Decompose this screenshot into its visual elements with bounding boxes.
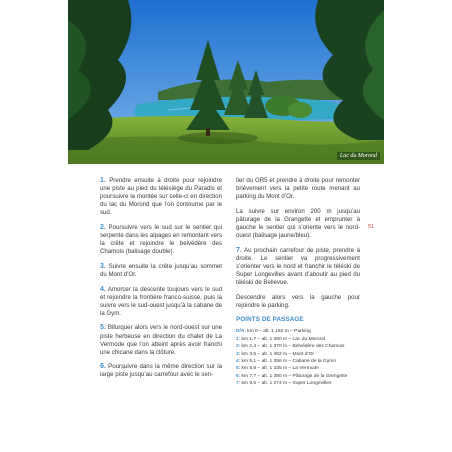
- step-text: Poursuivre vers le sud sur le sentier qui serpente dans les alpages en remontant vers la crête et rejoindre le belvédère des Chamois (balisage double).: [100, 223, 222, 256]
- list-item: 4: km 5,1 – alt. 1 366 m – Cabane de la Gymn: [236, 359, 337, 365]
- list-item: 1: km 1,7 – alt. 1 350 m – Lac du Morond: [236, 336, 326, 342]
- step-paragraph: [236, 247, 360, 287]
- step-text: Suivre ensuite la crête jusqu’au sommet du Mont d’Or.: [100, 262, 222, 278]
- step-number: 1.: [100, 177, 106, 184]
- step-text: Descendre alors vers la gauche pour rejoindre le parking.: [236, 293, 360, 309]
- list-item: 2: km 2,4 – alt. 1 370 m – Belvédère des Chamois: [236, 344, 345, 350]
- step-number: 6.: [100, 363, 106, 371]
- step-text: Amorcer la descente toujours vers le sud et rejoindre la frontière franco-suisse, puis la suivre vers le sud-ouest jusqu’à la cabane de la Gym.: [100, 285, 222, 317]
- step-paragraph: [100, 363, 222, 379]
- step-paragraph: [100, 224, 222, 256]
- landscape-photo: [68, 0, 384, 164]
- step-text: La suivre sur environ 200 m jusqu’au pâturage de la Grangette et emprunter à gauche le sentier qui s’oriente vers le nord-ouest (balisage jaune/bleu).: [236, 207, 360, 240]
- step-text: Prendre ensuite à droite pour rejoindre une piste au pied du télésiège du Paradis et poursuivre la montée sur celle-ci en direction du lac du Morond que l’on contourne par le sud.: [100, 177, 222, 217]
- step-number: 2.: [100, 223, 106, 231]
- step-number: 5.: [100, 324, 106, 332]
- list-item: 7: km 9,5 – alt. 1 274 m – Super Longevilles: [236, 381, 332, 387]
- list-item: 3: km 3,5 – alt. 1 462 m – Mont d’Or: [236, 351, 315, 357]
- list-item: 5: km 5,9 – alt. 1 335 m – La Vermode: [236, 366, 319, 372]
- photo-caption: Lac du Morond: [337, 152, 380, 160]
- step-paragraph: [236, 177, 360, 201]
- step-text: tier du GR5 et prendre à droite pour remonter brièvement vers la petite route menant au parking du Mont d’Or.: [236, 177, 360, 201]
- step-number: 3.: [100, 262, 106, 270]
- step-paragraph: [100, 286, 222, 318]
- text-column-right: [236, 177, 360, 388]
- step-text: Au prochain carrefour de piste, prendre à droite. Le sentier va progressivement s’orienter vers le nord et franchir le téléski de Super Longevilles avant d’aboutir au pied du téléski de Bellevue.: [236, 246, 360, 287]
- step-paragraph: [100, 263, 222, 279]
- step-text: Poursuivre dans la même direction sur la large piste jusqu’au carrefour avec le sen-: [100, 363, 222, 379]
- step-number: 7.: [236, 246, 242, 254]
- step-paragraph: [100, 177, 222, 217]
- step-number: 4.: [100, 285, 106, 293]
- step-text: Bifurquer alors vers le nord-ouest sur une piste herbeuse en direction du chalet de La Vermode que l’on atteint après avoir franchi une chicane dans la clôture.: [100, 324, 222, 356]
- step-paragraph: [236, 294, 360, 310]
- page-number: 51: [368, 224, 375, 230]
- points-de-passage-title: POINTS DE PASSAGE: [236, 316, 304, 324]
- points-de-passage-list: [236, 328, 360, 387]
- lake-meadow-illustration: [68, 0, 384, 164]
- step-paragraph: [100, 324, 222, 356]
- list-item: D/A: km 0 – alt. 1 192 m – Parking: [236, 329, 311, 335]
- list-item: 6: km 7,7 – alt. 1 380 m – Pâturage de la Grengette: [236, 373, 348, 379]
- text-column-left: [100, 177, 222, 386]
- step-paragraph: [236, 208, 360, 240]
